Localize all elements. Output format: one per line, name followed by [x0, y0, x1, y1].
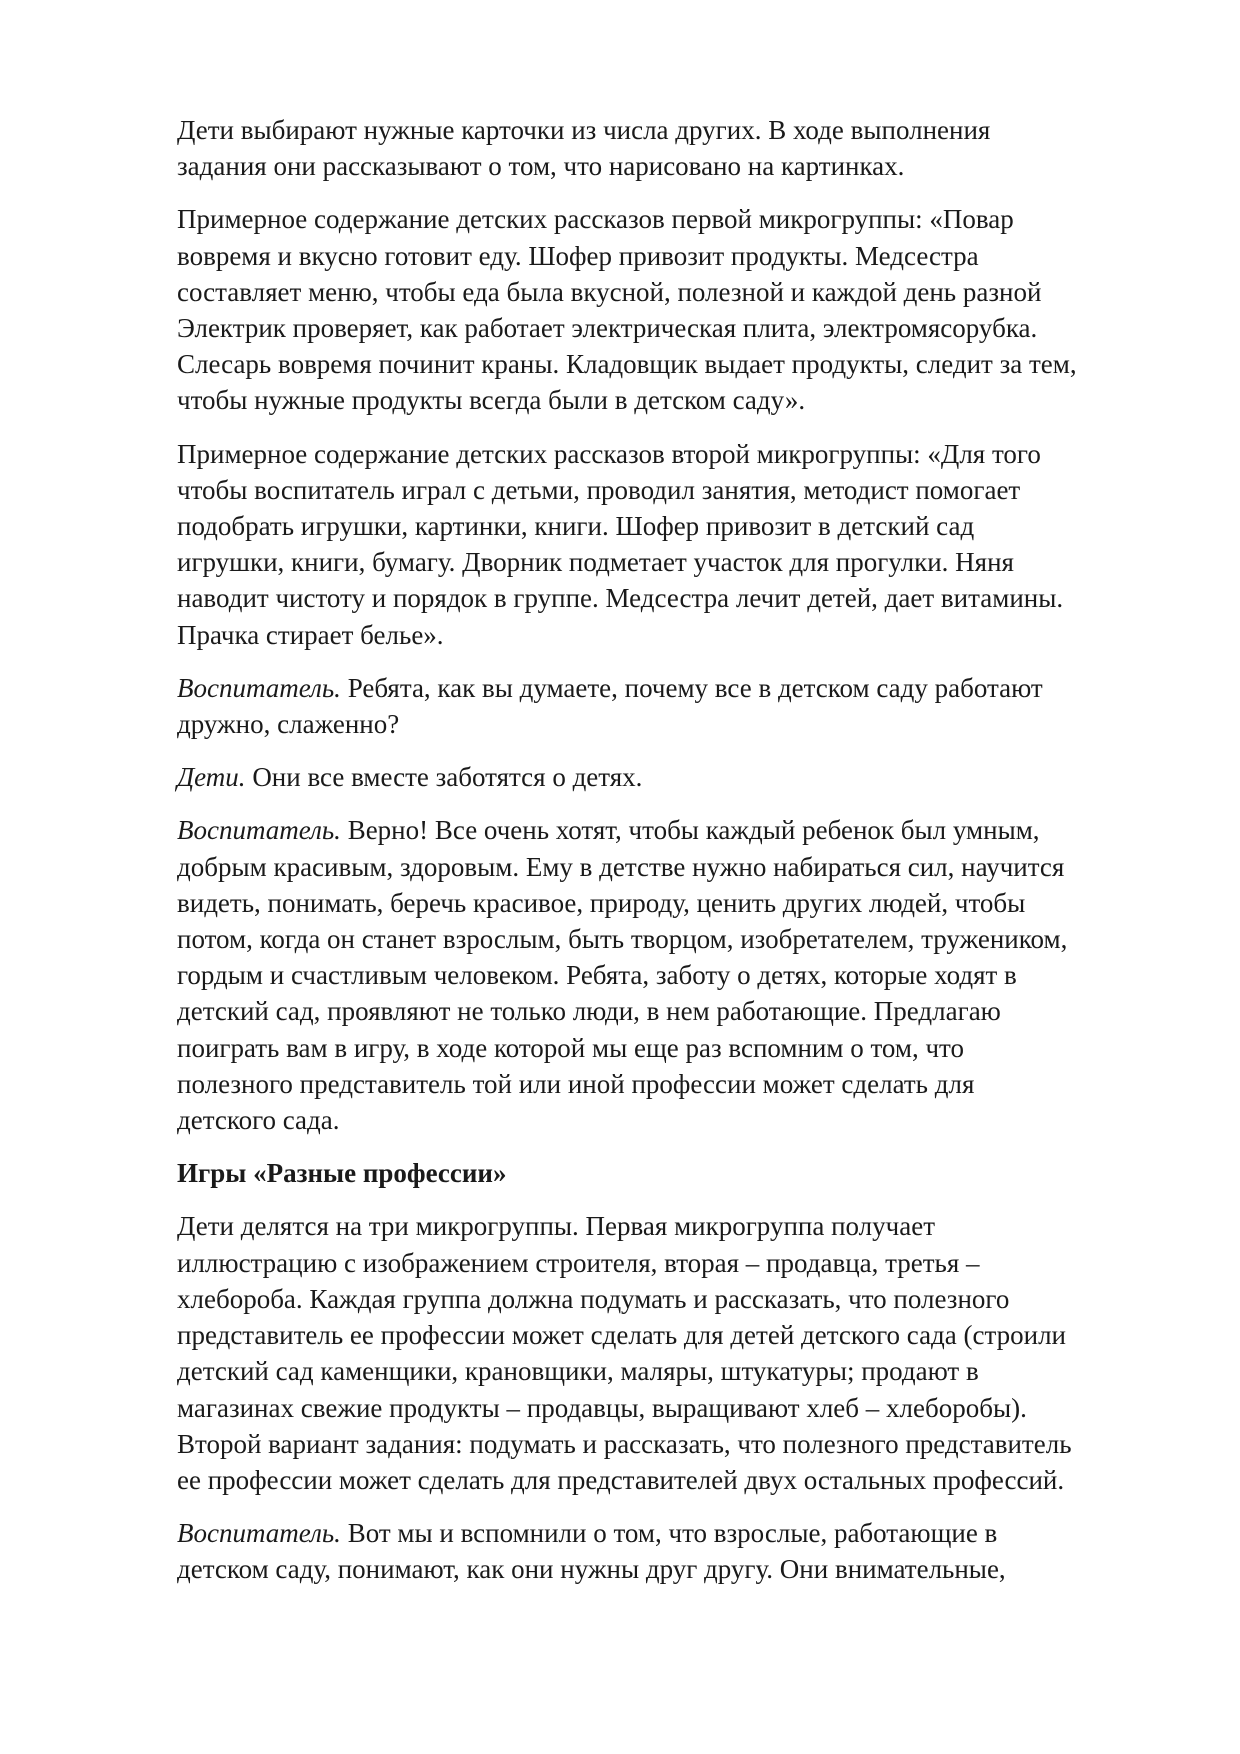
text-line: игрушки, книги, бумагу. Дворник подметает участок для прогулки. Няня — [177, 547, 1014, 578]
text-line: потом, когда он станет взрослым, быть творцом, изобретателем, тружеником, — [177, 924, 1068, 955]
text-line: добрым красивым, здоровым. Ему в детстве нужно набираться сил, научится — [177, 851, 1065, 882]
speaker-label: Воспитатель. — [177, 1518, 341, 1549]
text-line: детский сад каменщики, крановщики, маляры, штукатуры; продают в — [177, 1356, 979, 1387]
text-line: Электрик проверяет, как работает электрическая плита, электромясорубка. — [177, 313, 1038, 344]
text-line: составляет меню, чтобы еда была вкусной, полезной и каждой день разной — [177, 276, 1042, 307]
paragraph-game-description — [177, 1208, 1167, 1498]
text-line: детского сада. — [177, 1105, 340, 1136]
text-line: полезного представитель той или иной профессии может сделать для — [177, 1068, 975, 1099]
text-line: ее профессии может сделать для представителей двух остальных профессий. — [177, 1464, 1065, 1495]
text-line: детский сад, проявляют не только люди, в нем работающие. Предлагаю — [177, 996, 1001, 1027]
speaker-label: Дети. — [177, 762, 246, 793]
text-line: Второй вариант задания: подумать и рассказать, что полезного представитель — [177, 1428, 1072, 1459]
text-line: Примерное содержание детских рассказов второй микрогруппы: «Для того — [177, 438, 1041, 469]
text-line: Прачка стирает белье». — [177, 619, 444, 650]
text-line: Слесарь вовремя починит краны. Кладовщик выдает продукты, следит за тем, — [177, 349, 1077, 380]
text-line: представитель ее профессии может сделать для детей детского сада (строили — [177, 1320, 1066, 1351]
section-heading — [177, 1155, 1167, 1191]
document-body — [177, 112, 1167, 1605]
text-line: наводит чистоту и порядок в группе. Медсестра лечит детей, дает витамины. — [177, 583, 1064, 614]
text-line: чтобы нужные продукты всегда были в детском саду». — [177, 385, 806, 416]
dialogue-teacher-question — [177, 670, 1167, 742]
speaker-label: Воспитатель. — [177, 815, 341, 846]
dialogue-teacher-response — [177, 812, 1167, 1138]
text-line: хлебороба. Каждая группа должна подумать и рассказать, что полезного — [177, 1283, 1010, 1314]
text-line: гордым и счастливым человеком. Ребята, заботу о детях, которые ходят в — [177, 960, 1017, 991]
text-line: Вот мы и вспомнили о том, что взрослые, работающие в — [340, 1518, 998, 1549]
paragraph-first-group-stories — [177, 201, 1167, 418]
dialogue-teacher-conclusion — [177, 1515, 1167, 1587]
text-line: поиграть вам в игру, в ходе которой мы еще раз вспомним о том, что — [177, 1032, 964, 1063]
paragraph-second-group-stories — [177, 436, 1167, 653]
text-line: детском саду, понимают, как они нужны друг другу. Они внимательные, — [177, 1554, 1006, 1585]
text-line: Они все вместе заботятся о детях. — [245, 762, 643, 793]
paragraph-card-selection — [177, 112, 1167, 184]
text-line: Дети выбирают нужные карточки из числа других. В ходе выполнения — [177, 115, 991, 145]
text-line: чтобы воспитатель играл с детьми, проводил занятия, методист помогает — [177, 474, 1021, 505]
text-line: вовремя и вкусно готовит еду. Шофер привозит продукты. Медсестра — [177, 240, 979, 271]
text-line: видеть, понимать, беречь красивое, природу, ценить других людей, чтобы — [177, 887, 1026, 918]
text-line: иллюстрацию с изображением строителя, вторая – продавца, третья – — [177, 1247, 980, 1278]
text-line: задания они рассказывают о том, что нарисовано на картинках. — [177, 151, 905, 182]
heading-text: Игры «Разные профессии» — [177, 1158, 507, 1189]
dialogue-children-answer — [177, 759, 1167, 795]
text-line: Ребята, как вы думаете, почему все в детском саду работают — [340, 672, 1043, 703]
text-line: Дети делятся на три микрогруппы. Первая микрогруппа получает — [177, 1211, 935, 1242]
text-line: Примерное содержание детских рассказов первой микрогруппы: «Повар — [177, 204, 1014, 235]
text-line: Верно! Все очень хотят, чтобы каждый ребенок был умным, — [340, 815, 1040, 846]
speaker-label: Воспитатель. — [177, 672, 341, 703]
text-line: дружно, слаженно? — [177, 709, 400, 740]
text-line: магазинах свежие продукты – продавцы, выращивают хлеб – хлеборобы). — [177, 1392, 1027, 1423]
text-line: подобрать игрушки, картинки, книги. Шофер привозит в детский сад — [177, 511, 975, 542]
